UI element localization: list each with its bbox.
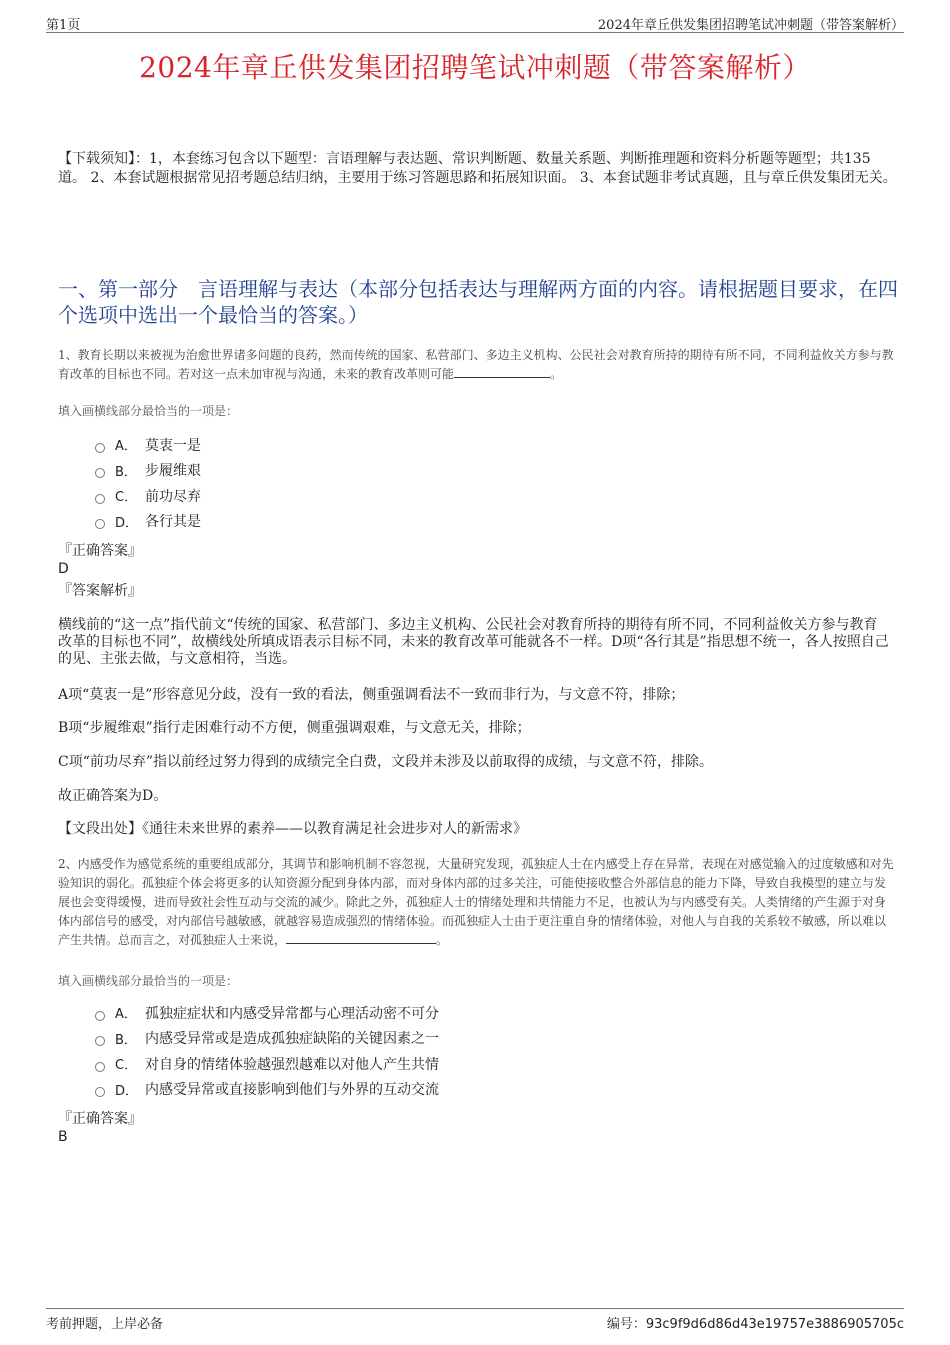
- header-doc-title: 2024年章丘供发集团招聘笔试冲刺题（带答案解析）: [597, 18, 904, 33]
- option-text: 步履维艰: [145, 463, 201, 480]
- question-1-answer-label: 『正确答案』: [58, 543, 142, 559]
- radio-icon[interactable]: [95, 1087, 105, 1097]
- page-title: 2024年章丘供发集团招聘笔试冲刺题（带答案解析）: [139, 51, 811, 84]
- question-1-prompt: 填入画横线部分最恰当的一项是：: [58, 404, 239, 418]
- question-1-analysis-b: B项“步履维艰”指行走困难行动不方便，侧重强调艰难，与文意无关，排除；: [58, 720, 531, 736]
- question-1-analysis-label: 『答案解析』: [58, 583, 142, 599]
- radio-icon[interactable]: [95, 1011, 105, 1021]
- option-text: 孤独症症状和内感受异常都与心理活动密不可分: [145, 1005, 439, 1022]
- question-1-analysis-a: A项“莫衷一是”形容意见分歧，没有一致的看法，侧重强调看法不一致而非行为，与文意不符，排除；: [58, 687, 685, 703]
- question-2-prompt: 填入画横线部分最恰当的一项是：: [58, 974, 239, 988]
- option-letter: C．: [115, 490, 138, 506]
- radio-icon[interactable]: [95, 468, 105, 478]
- question-2-option-d[interactable]: [95, 1077, 439, 1103]
- option-text: 内感受异常或直接影响到他们与外界的互动交流: [145, 1082, 439, 1099]
- radio-icon[interactable]: [95, 519, 105, 529]
- question-1-option-a[interactable]: [95, 432, 201, 458]
- option-letter: C．: [115, 1058, 138, 1074]
- question-2-option-c[interactable]: [95, 1051, 439, 1077]
- footer-slogan: 考前押题，上岸必备: [46, 1317, 164, 1332]
- question-2-options: [95, 1000, 439, 1102]
- header-divider: [46, 32, 904, 33]
- question-2-blank: [286, 931, 436, 944]
- option-letter: A．: [115, 1007, 137, 1023]
- question-1-analysis-c: C项“前功尽弃”指以前经过努力得到的成绩完全白费，文段并未涉及以前取得的成绩，与文意不符，排除。: [58, 754, 714, 770]
- option-letter: B．: [115, 464, 137, 480]
- option-letter: D．: [115, 515, 139, 531]
- question-1-answer: D: [58, 561, 69, 577]
- radio-icon[interactable]: [95, 443, 105, 453]
- question-2-stem-end: 。: [436, 933, 449, 947]
- option-text: 莫衷一是: [145, 437, 201, 454]
- download-notice: 【下载须知】：1，本套练习包含以下题型：言语理解与表达题、常识判断题、数量关系题、判断推理题和资料分析题等题型；共135道。 2、本套试题根据常见招考题总结归纳，主要用于练习答题思路和拓展知识面。 3、本套试题非考试真题，且与章丘供发集团无关。: [58, 151, 897, 186]
- question-1-source: 【文段出处】《通往未来世界的素养——以教育满足社会进步对人的新需求》: [58, 821, 527, 837]
- question-2-answer-label: 『正确答案』: [58, 1111, 142, 1127]
- question-1-option-b[interactable]: [95, 458, 201, 484]
- radio-icon[interactable]: [95, 1036, 105, 1046]
- question-1-conclusion: 故正确答案为D。: [58, 788, 168, 804]
- question-1-stem: [58, 346, 894, 384]
- option-letter: A．: [115, 439, 137, 455]
- option-text: 前功尽弃: [145, 488, 201, 505]
- header-page-label: 第1页: [46, 18, 81, 33]
- option-letter: B．: [115, 1032, 137, 1048]
- question-1-option-d[interactable]: [95, 509, 201, 535]
- option-letter: D．: [115, 1083, 139, 1099]
- radio-icon[interactable]: [95, 494, 105, 504]
- question-2-answer: B: [58, 1129, 68, 1145]
- option-text: 对自身的情绪体验越强烈越难以对他人产生共情: [145, 1056, 439, 1073]
- question-2-stem: [58, 855, 894, 950]
- option-text: 各行其是: [145, 514, 201, 531]
- question-1-stem-end: 。: [550, 367, 563, 381]
- section-heading: 一、第一部分 言语理解与表达（本部分包括表达与理解两方面的内容。请根据题目要求，在四个选项中选出一个最恰当的答案。）: [58, 277, 898, 327]
- question-2-stem-text: 2、内感受作为感觉系统的重要组成部分，其调节和影响机制不容忽视，大量研究发现，孤独症人士在内感受上存在异常，表现在对感觉输入的过度敏感和对先验知识的弱化。孤独症个体会将更多的认知资源分配到身体内部，而对身体内部的过多关注，可能使接收整合外部信息的能力下降，导致自我模型的建立与发展也会变得缓慢，进而导致社会性互动与交流的减少。除此之外，孤独症人士的情绪处理和共情能力不足，也被认为与内感受有关。人类情绪的产生源于对身体内部信号的感受，对内部信号越敏感，就越容易造成强烈的情绪体验。而孤独症人士由于更注重自身的情绪体验，对他人与自我的关系较不敏感，所以难以产生共情。总而言之，对孤独症人士来说，: [58, 857, 894, 947]
- question-1-blank: [454, 365, 550, 378]
- footer-doc-id: 编号：93c9f9d6d86d43e19757e3886905705c: [606, 1317, 904, 1332]
- question-1-option-c[interactable]: [95, 483, 201, 509]
- question-2-option-a[interactable]: [95, 1000, 439, 1026]
- footer-divider: [46, 1308, 904, 1309]
- radio-icon[interactable]: [95, 1062, 105, 1072]
- question-1-analysis-main: 横线前的“这一点”指代前文“传统的国家、私营部门、多边主义机构、公民社会对教育所持的期待有所不同，不同利益攸关方参与教育改革的目标也不同”，故横线处所填成语表示目标不同，未来的教育改革可能就各不一样。D项“各行其是”指思想不统一，各人按照自己的见、主张去做，与文意相符，当选。: [58, 617, 889, 667]
- option-text: 内感受异常或是造成孤独症缺陷的关键因素之一: [145, 1031, 439, 1048]
- question-2-option-b[interactable]: [95, 1026, 439, 1052]
- question-1-stem-text: 1、教育长期以来被视为治愈世界诸多问题的良药，然而传统的国家、私营部门、多边主义机构、公民社会对教育所持的期待有所不同，不同利益攸关方参与教育改革的目标也不同。若对这一点未加审视与沟通，未来的教育改革则可能: [58, 348, 894, 381]
- question-1-options: [95, 432, 201, 534]
